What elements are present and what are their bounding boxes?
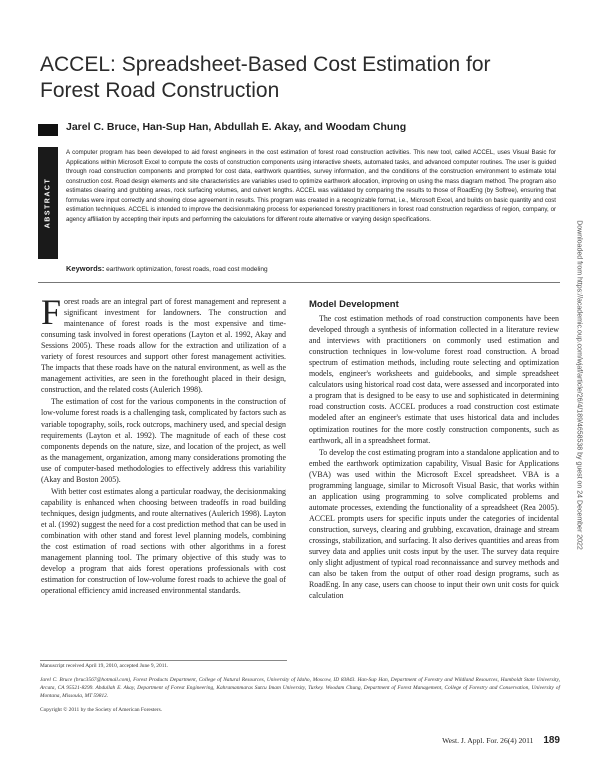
abstract-label: ABSTRACT xyxy=(44,177,52,229)
body-paragraph xyxy=(41,292,286,395)
keywords-label: Keywords: xyxy=(66,264,105,273)
body-paragraph: The cost estimation methods of road construction components have been developed through a synthesis of information collected in a literature review and interviews with practitioners on commonly used estimation and construction techniques in low-volume forest road construction. A broad spectrum of estimation methods, including route selecting and optimization models, engineer's worksheets and guidebooks, and simple spreadsheet calculators using historical road cost data, were assessed and incorporated into a program that is designed to be easy to use and sophisticated in determining road construction costs. ACCEL produces a road construction cost estimate modeled after an engineer's estimate that uses historical data and includes optimization routines for the more costly construction components, such as earthwork, all in a spreadsheet format. xyxy=(309,314,559,445)
right-column xyxy=(309,299,559,602)
author-affiliations: Jarel C. Bruce (bruc3567@hotmail.com), Forest Products Department, College of Natural Resources, University of Idaho, Moscow, ID 83843. Han-Sup Han, Department of Forestry and Wildland Resources, Humboldt State University, Arcata, CA 95521-8299. Abdullah E. Akay, Department of Forest Engineering, Kahramanmaras Sutcu Imam University, Turkey. Woodam Chung, Department of Forest Management, College of Forestry and Conservation, University of Montana, Missoula, MT 59812. xyxy=(40,677,560,699)
journal-citation: West. J. Appl. For. 26(4) 2011 xyxy=(442,736,534,745)
download-watermark: Downloaded from https://academic.oup.com/wjaf/article/26/4/189/4658538 by guest on 24 December 2022 xyxy=(575,220,583,550)
footnote-divider xyxy=(40,660,287,661)
copyright-notice: Copyright © 2011 by the Society of American Foresters. xyxy=(40,707,163,713)
page-footer xyxy=(442,735,560,746)
body-paragraph: The estimation of cost for the various components in the construction of low-volume forest roads is a challenging task, complicated by factors such as variable topography, soils, rock outcrops, machinery used, and special design requirements (Layton et al. 1992). The magnitude of each of these cost components depends on the nature, size, and location of the project, as well as the management, organization, among many considerations promoting the use of computer-based methodologies to effectively address this variability (Akay and Boston 2005). xyxy=(41,397,286,484)
left-column xyxy=(41,292,286,597)
drop-cap: F xyxy=(41,292,62,332)
abstract-label-tab xyxy=(38,147,58,259)
authors-marker xyxy=(38,124,58,136)
keywords-line xyxy=(66,264,268,273)
manuscript-received-note: Manuscript received April 19, 2010, accepted June 9, 2011. xyxy=(40,663,169,669)
article-title: ACCEL: Spreadsheet-Based Cost Estimation for Forest Road Construction xyxy=(40,53,491,102)
section-heading: Model Development xyxy=(309,299,399,310)
keywords-list: earthwork optimization, forest roads, road cost modeling xyxy=(106,266,268,273)
paragraph-text: orest roads are an integral part of forest management and represent a significant investment for landowners. The construction and maintenance of forest roads is the most expensive and time-consuming task involved in forest operations (Layton et al. 1992, Akay and Sessions 2005). These roads allow for the extraction and utilization of a variety of forest resources and support other forest management activities. The impacts that these roads have on the natural environment, as well as the management activities, are seen in the forethought placed in their design, construction, and the related costs (Aulerich 1998). xyxy=(41,297,286,395)
body-paragraph: With better cost estimates along a particular roadway, the decisionmaking capability is enhanced when choosing between tradeoffs in road building techniques, design judgments, and route alternatives (Aulerich 1998). Layton et al. (1992) suggest the need for a cost prediction method that can be used in combination with other stand and forest level planning models, combining the cost estimation of road sections with other algorithms in a forest management planning tool. The primary objective of this study was to develop a program that aids forest operations professionals with cost estimation for construction of low-volume forest roads to achieve the goal of operational efficiency amid increased environmental standards. xyxy=(41,486,286,596)
body-paragraph: To develop the cost estimating program into a standalone application and to embed the earthwork optimization capability, Visual Basic for Applications (VBA) was used within the Microsoft Excel spreadsheet. VBA is a programming language, similar to Microsoft Visual Basic, that works within an application using programming to solve complicated problems and automate processes, extending the functionality of a spreadsheet (Rea 2005). ACCEL prompts users for specific inputs under the categories of incidental construction, surveys, clearing and grubbing, excavation, drainage and stream crossings, stabilization, and surfacing. It also derives quantities and areas from survey data and applies unit costs input by the user. The survey data require only slight adjustment of typical road reconnaissance and survey methods and can also be taken from the output of other road design programs, such as RoadEng. In any case, users can choose to input their own unit costs for quick calculation xyxy=(309,447,559,601)
abstract-text: A computer program has been developed to aid forest engineers in the cost estimation of forest road construction activities. This new tool, called ACCEL, uses Visual Basic for Applications within Microsoft Excel to compute the costs of construction components using interactive sheets, automated tasks, and advanced computer routines. The user is guided through road construction components and prompted for cost data, earthwork quantities, survey information, and the conditions of the construction environment to estimate total construction cost. Road design elements and site characteristics are variables used to optimize earthwork allocation, improving on using the mass diagram method. The program also estimates clearing and grubbing areas, rock surfacing volumes, and culvert lengths. ACCEL was validated by comparing the results to those of RoadEng (by Softree), ensuring that formulas were input correctly and showing close agreement in results. This program was created in a recognizable format, i.e., Microsoft Excel, and builds on basic quantity and cost estimation techniques. ACCEL is intended to improve the decisionmaking process for experienced forestry practitioners in forest road construction regardless of region, company, or agency affiliation by accepting their inputs and performing the calculations for different route alternative or varying design specifications. xyxy=(66,149,556,223)
author-list: Jarel C. Bruce, Han-Sup Han, Abdullah E. Akay, and Woodam Chung xyxy=(66,121,407,133)
page-number: 189 xyxy=(543,735,560,746)
section-divider xyxy=(38,282,560,283)
